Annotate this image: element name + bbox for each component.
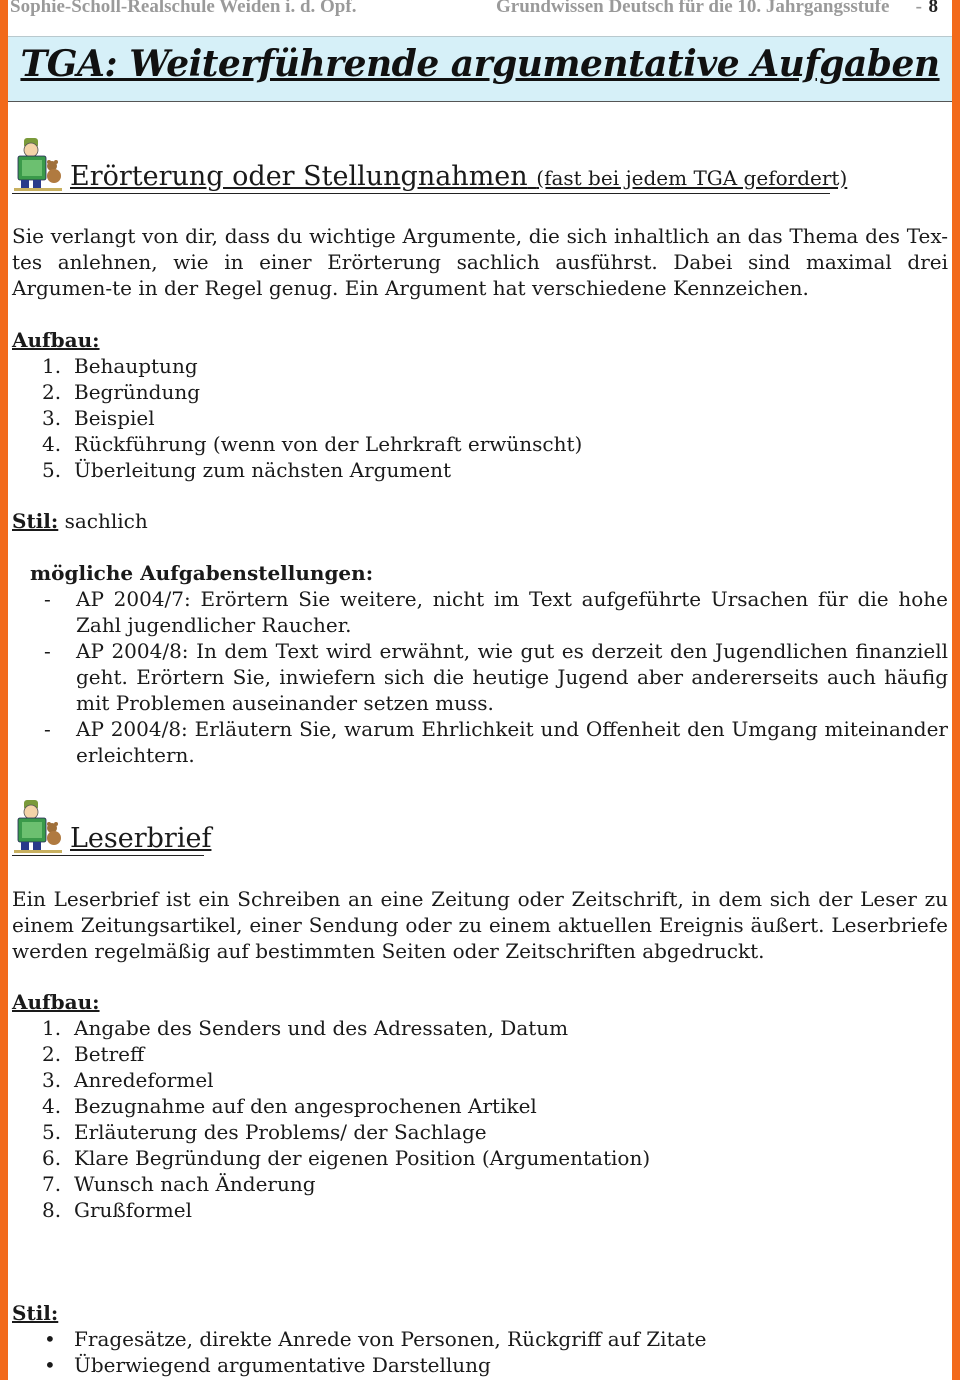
aufbau-list — [8, 353, 582, 483]
list-item: - AP 2004/7: Erörtern Sie weitere, nicht im Text aufgeführte Ursachen für die hohe Zahl jugendlicher Raucher. — [44, 587, 948, 637]
aufbau-list — [8, 1015, 650, 1223]
aufbau-label: Aufbau: — [12, 990, 100, 1014]
list-item: 1. Angabe des Senders und des Adressaten, Datum — [42, 1016, 569, 1040]
section-title: Leserbrief — [70, 823, 212, 854]
stil-line: Stil: sachlich — [12, 509, 148, 533]
list-item: 2. Betreff — [42, 1042, 145, 1066]
list-item: • Überwiegend argumentative Darstellung — [44, 1353, 491, 1377]
list-item: - AP 2004/8: Erläutern Sie, warum Ehrlichkeit und Offenheit den Umgang miteinander erleichtern. — [44, 717, 948, 767]
list-item: 3. Beispiel — [42, 406, 155, 430]
list-item: 5. Erläuterung des Problems/ der Sachlage — [42, 1120, 487, 1144]
list-item: 2. Begründung — [42, 380, 201, 404]
title-banner — [8, 36, 952, 102]
section-intro: Sie verlangt von dir, dass du wichtige Argumente, die sich inhaltlich an das Thema des Tex-tes anlehnen, wie in einer Erörterung sachlich ausführst. Dabei sind maximal drei Argumen-te in der Regel genug. Ein Argument hat verschiedene Kennzeichen. — [12, 224, 948, 300]
reading-figure-icon — [12, 798, 64, 854]
tasks-list — [8, 586, 948, 768]
list-item: • Fragesätze, direkte Anrede von Personen, Rückgriff auf Zitate — [44, 1327, 707, 1351]
running-header — [8, 0, 952, 30]
page-title: TGA: Weiterführende argumentative Aufgaben — [20, 43, 940, 85]
list-item: 1. Behauptung — [42, 354, 198, 378]
list-item: 4. Bezugnahme auf den angesprochenen Artikel — [42, 1094, 537, 1118]
header-school: Sophie-Scholl-Realschule Weiden i. d. Opf. — [10, 0, 357, 17]
section-intro: Ein Leserbrief ist ein Schreiben an eine Zeitung oder Zeitschrift, in dem sich der Leser zu einem Zeitungsartikel, einer Sendung oder zu einem aktuellen Ereignis äußert. Leserbriefe werden regelmäßig auf bestimmten Seiten oder Zeitschriften abgedruckt. — [12, 887, 948, 963]
stil-label: Stil: — [12, 1301, 59, 1325]
section-leserbrief-heading — [12, 798, 942, 858]
page-number: 8 — [928, 0, 938, 17]
heading-underline — [12, 855, 204, 856]
list-item: 8. Grußformel — [42, 1198, 192, 1222]
list-item: 5. Überleitung zum nächsten Argument — [42, 458, 452, 482]
header-dash: - — [915, 0, 922, 17]
header-subject: Grundwissen Deutsch für die 10. Jahrgangsstufe — [496, 0, 890, 17]
section-title: Erörterung oder Stellungnahmen — [70, 161, 528, 192]
list-item: 3. Anredeformel — [42, 1068, 214, 1092]
section-note: (fast bei jedem TGA gefordert) — [536, 166, 848, 190]
section-heading — [70, 161, 847, 192]
list-item: - AP 2004/8: In dem Text wird erwähnt, wie gut es derzeit den Jugendlichen finanziell geht. Erörtern Sie, inwiefern sich die heutige Jugend aber andererseits auch häufig mit Problemen auseinander setzen muss. — [44, 639, 948, 715]
section-heading — [70, 823, 211, 854]
section-erörterung-heading — [12, 136, 942, 196]
aufbau-label: Aufbau: — [12, 328, 100, 352]
reading-figure-icon — [12, 136, 64, 192]
list-item: 4. Rückführung (wenn von der Lehrkraft erwünscht) — [42, 432, 583, 456]
heading-underline — [12, 193, 830, 194]
list-item: 6. Klare Begründung der eigenen Position (Argumentation) — [42, 1146, 651, 1170]
document-page — [8, 0, 952, 1380]
tasks-label: mögliche Aufgabenstellungen: — [30, 561, 374, 585]
stil-list — [8, 1326, 706, 1378]
list-item: 7. Wunsch nach Änderung — [42, 1172, 316, 1196]
